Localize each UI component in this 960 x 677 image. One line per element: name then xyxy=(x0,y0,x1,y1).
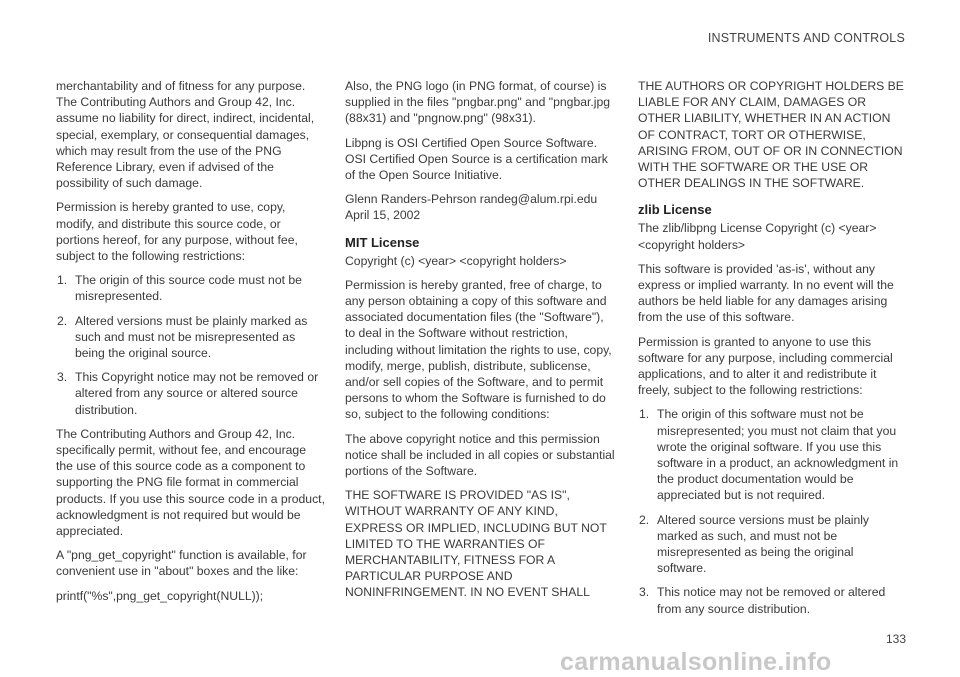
list-item xyxy=(638,406,906,503)
text-column-3 xyxy=(638,78,906,625)
paragraph: THE AUTHORS OR COPYRIGHT HOLDERS BE LIABLE FOR ANY CLAIM, DAMAGES OR OTHER LIABILITY, WHETHER IN AN ACTION OF CONTRACT, TORT OR OTHERWISE, ARISING FROM, OUT OF OR IN CONNECTION WITH THE SOFTWARE OR THE USE OR OTHER DEALINGS IN THE SOFTWARE. xyxy=(638,79,904,191)
list-item-text: This notice may not be removed or altered from any source distribution. xyxy=(657,585,886,616)
list-item-number: 1. xyxy=(639,407,650,422)
list-item xyxy=(56,369,326,418)
paragraph: Copyright (c) <year> <copyright holders> xyxy=(345,253,567,268)
code-line: printf("%s",png_get_copyright(NULL)); xyxy=(56,588,264,603)
list-item-number: 3. xyxy=(57,370,68,385)
paragraph: merchantability and of fitness for any purpose. The Contributing Authors and Group 42, Inc. assume no liability for direct, indirect, incidental, special, exemplary, or consequential damages, which may result from the use of the PNG Reference Library, even if advised of the possibility of such damage. xyxy=(56,79,315,191)
list-item-text: The origin of this software must not be misrepresented; you must not claim that you wrote the original software. If you use this software in a product, an acknowledgment in the product documentation would be appreciated but is not required. xyxy=(657,407,899,503)
paragraph: The above copyright notice and this permission notice shall be included in all copies or substantial portions of the Software. xyxy=(345,431,615,479)
list-item-text: This Copyright notice may not be removed or altered from any source or altered source distribution. xyxy=(75,370,319,417)
paragraph: The Contributing Authors and Group 42, Inc. specifically permit, without fee, and encourage the use of this source code as a component to supporting the PNG file format in commercial products. If you use this source code in a product, acknowledgment is not required but would be appreciated. xyxy=(56,426,325,539)
paragraph: Also, the PNG logo (in PNG format, of course) is supplied in the files "pngbar.png" and "pngbar.jpg (88x31) and "pngnow.png" (98x31). xyxy=(345,79,611,126)
paragraph: THE SOFTWARE IS PROVIDED "AS IS", WITHOUT WARRANTY OF ANY KIND, EXPRESS OR IMPLIED, INCLUDING BUT NOT LIMITED TO THE WARRANTIES OF MERCHANTABILITY, FITNESS FOR A PARTICULAR PURPOSE AND NONINFRINGEMENT. IN NO EVENT SHALL xyxy=(345,488,607,600)
list-item xyxy=(638,512,906,577)
numbered-list xyxy=(56,272,326,418)
paragraph: Glenn Randers-Pehrson randeg@alum.rpi.edu April 15, 2002 xyxy=(345,192,598,223)
section-heading-mit: MIT License xyxy=(345,234,420,250)
text-column-1 xyxy=(56,78,326,612)
list-item xyxy=(638,584,906,616)
list-item xyxy=(56,313,326,362)
section-heading-zlib: zlib License xyxy=(638,202,712,218)
list-item-number: 1. xyxy=(57,273,68,288)
list-item-text: Altered source versions must be plainly marked as such, and must not be misrepresented as being the original software. xyxy=(657,512,870,576)
paragraph: Libpng is OSI Certified Open Source Software. OSI Certified Open Source is a certification mark of the Open Source Initiative. xyxy=(345,135,608,183)
paragraph: Permission is hereby granted to use, copy, modify, and distribute this source code, or portions hereof, for any purpose, without fee, subject to the following restrictions: xyxy=(56,200,298,264)
section-title: INSTRUMENTS AND CONTROLS xyxy=(707,31,905,45)
numbered-list xyxy=(638,406,906,616)
paragraph: Permission is granted to anyone to use this software for any purpose, including commercial applications, and to alter it and redistribute it freely, subject to the following restrictions: xyxy=(638,334,893,398)
watermark-text: carmanualsonline.info xyxy=(560,648,832,676)
list-item-number: 2. xyxy=(639,512,650,527)
page-number: 133 xyxy=(885,632,906,646)
paragraph: A "png_get_copyright" function is available, for convenient use in "about" boxes and the like: xyxy=(56,548,307,579)
list-item-text: Altered versions must be plainly marked as such and must not be misrepresented as being the original source. xyxy=(75,313,308,361)
list-item-text: The origin of this source code must not be misrepresented. xyxy=(75,273,302,304)
list-item xyxy=(56,272,326,304)
text-column-2 xyxy=(345,78,615,609)
list-item-number: 2. xyxy=(57,313,68,328)
paragraph: The zlib/libpng License Copyright (c) <year> <copyright holders> xyxy=(638,221,877,252)
paragraph: Permission is hereby granted, free of charge, to any person obtaining a copy of this software and associated documentation files (the "Software"), to deal in the Software without restriction, including without limitation the rights to use, copy, modify, merge, publish, distribute, sublicense, and/or sell copies of the Software, and to permit persons to whom the Software is furnished to do so, subject to the following conditions: xyxy=(345,277,612,422)
paragraph: This software is provided 'as-is', without any express or implied warranty. In no event will the authors be held liable for any damages arising from the use of this software. xyxy=(638,261,894,325)
list-item-number: 3. xyxy=(639,585,650,600)
